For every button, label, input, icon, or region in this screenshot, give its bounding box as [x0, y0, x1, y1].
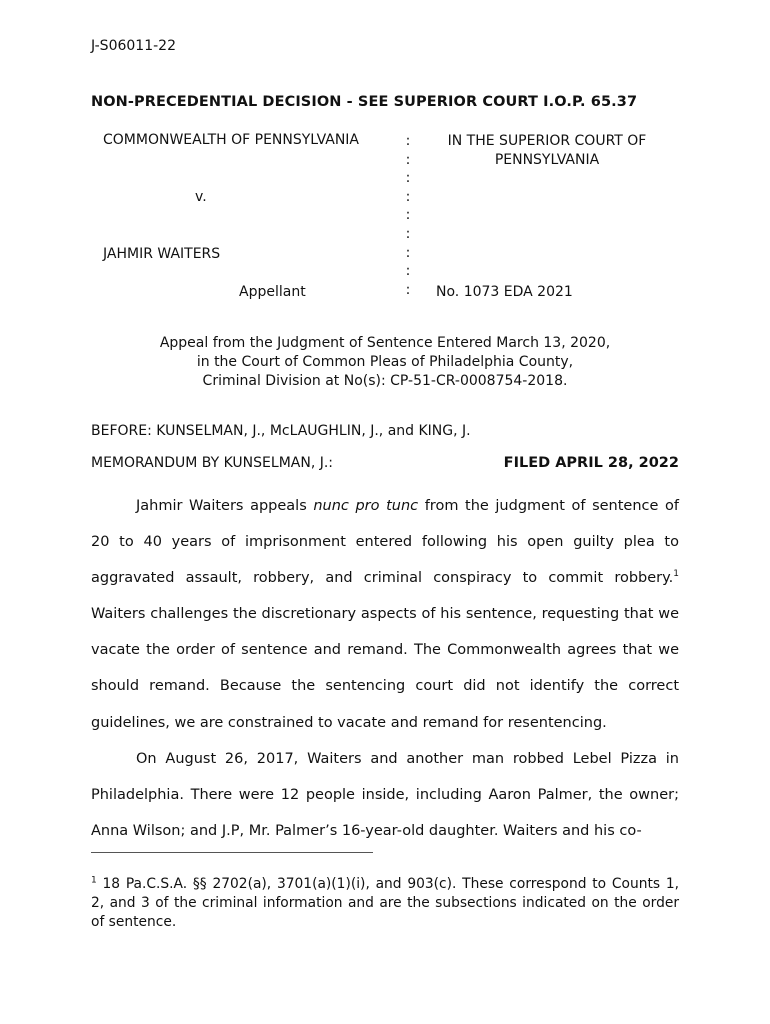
- caption-colon-column: : : : : : : : : :: [405, 133, 411, 298]
- paragraph-2: On August 26, 2017, Waiters and another man robbed Lebel Pizza in Philadelphia. There were 12 people inside, including Aaron Palmer, the owner; Anna Wilson; and J.P, Mr. Palmer’s 16-year-old daughter. Waiters and his co-: [91, 750, 679, 839]
- appeal-line-2: in the Court of Common Pleas of Philadelphia County,: [196, 354, 574, 370]
- document-id: J-S06011-22: [91, 38, 176, 54]
- footnote-divider: [91, 852, 373, 853]
- paragraph-1: Jahmir Waiters appeals nunc pro tunc from the judgment of sentence of 20 to 40 years of imprisonment entered following his open guilty plea to aggravated assault, robbery, and criminal conspiracy to commit robbery.$^1$ Waiters challenges the discretionary aspects of his sentence, requesting that we vacate the order of sentence and remand. The Commonwealth agrees that we should remand. Because the sentencing court did not identify the correct guidelines, we are constrained to vacate and remand for resentencing.: [91, 498, 679, 731]
- panel-before: BEFORE: KUNSELMAN, J., McLAUGHLIN, J., and KING, J.: [91, 423, 471, 439]
- latin-phrase: nunc pro tunc: [313, 498, 419, 514]
- filed-date: FILED APRIL 28, 2022: [503, 455, 679, 471]
- caption-appellant-role: Appellant: [239, 284, 306, 300]
- non-precedential-heading: NON-PRECEDENTIAL DECISION - SEE SUPERIOR COURT I.O.P. 65.37: [91, 94, 638, 110]
- memorandum-author: MEMORANDUM BY KUNSELMAN, J.:: [91, 455, 334, 471]
- caption-defendant: JAHMIR WAITERS: [103, 246, 221, 262]
- appeal-statement: [91, 334, 679, 391]
- docket-number: No. 1073 EDA 2021: [436, 284, 573, 300]
- footnote-text: 18 Pa.C.S.A. §§ 2702(a), 3701(a)(1)(i), and 903(c). These correspond to Counts 1, 2, and 3 of the criminal information and are the subsections indicated on the order of sentence.: [91, 876, 679, 930]
- caption-plaintiff: COMMONWEALTH OF PENNSYLVANIA: [103, 132, 360, 148]
- court-name: IN THE SUPERIOR COURT OF PENNSYLVANIA: [447, 133, 647, 168]
- footnote-ref: 1: [673, 569, 679, 580]
- footnote-number: 1: [91, 875, 97, 886]
- opinion-body: [91, 488, 679, 849]
- appeal-line-1: Appeal from the Judgment of Sentence Entered March 13, 2020,: [159, 335, 611, 351]
- caption-versus: v.: [195, 189, 207, 205]
- appeal-line-3: Criminal Division at No(s): CP-51-CR-0008754-2018.: [202, 373, 568, 389]
- footnote: [91, 875, 679, 932]
